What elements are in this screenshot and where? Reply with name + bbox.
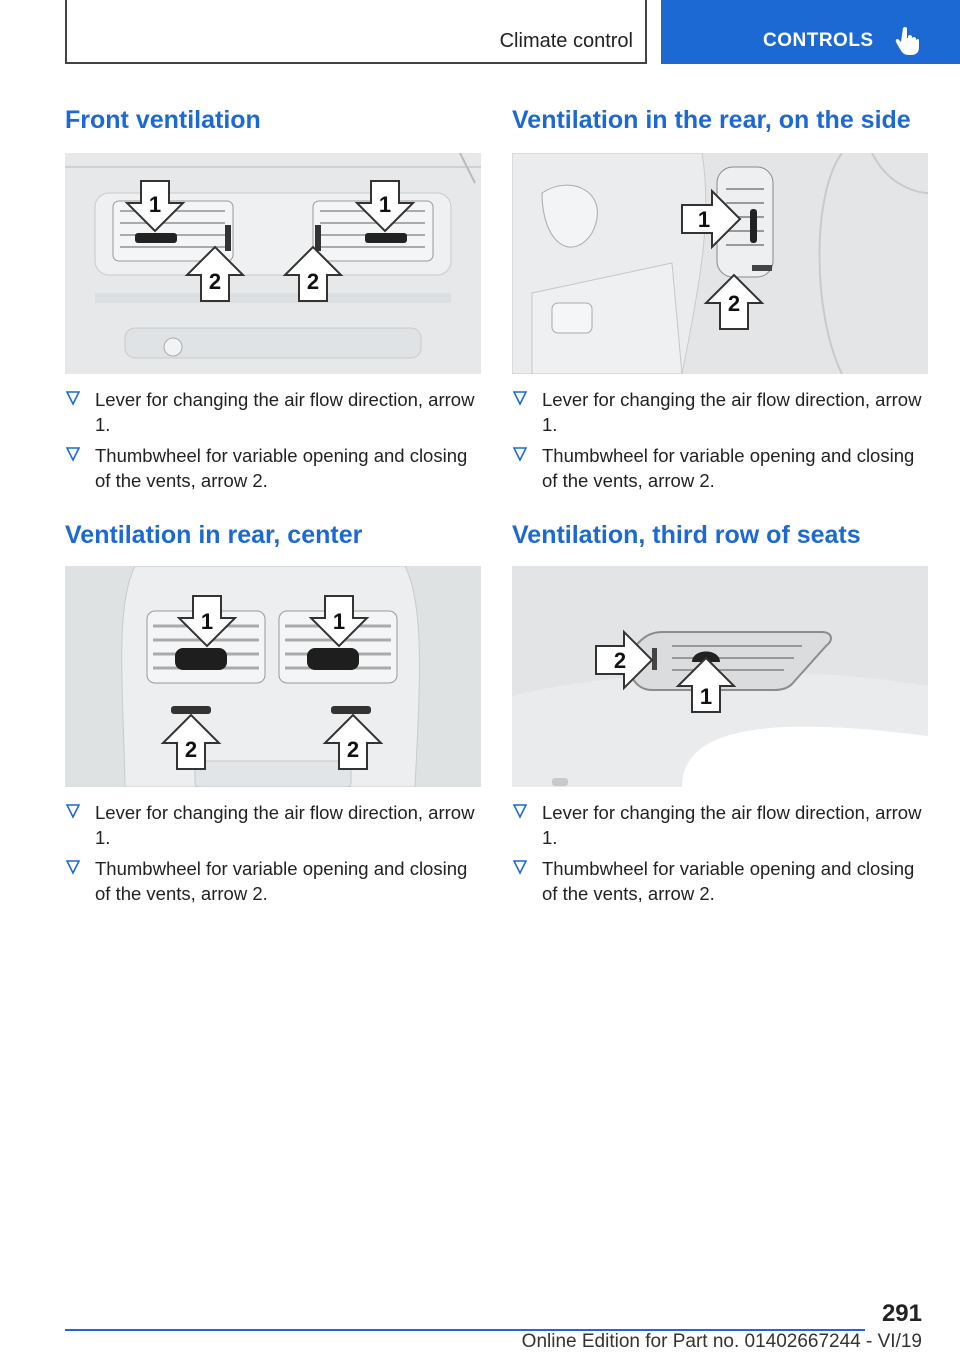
third-row-heading: Ventilation, third row of seats — [512, 521, 861, 549]
triangle-bullet-icon — [66, 446, 80, 462]
rear-side-illustration — [512, 153, 928, 374]
front-ventilation-list — [65, 387, 481, 493]
triangle-bullet-icon — [66, 859, 80, 875]
rear-center-callout-1b: 1 — [332, 609, 346, 634]
rear-side-callout-2: 2 — [727, 291, 741, 316]
rear-side-heading: Ventilation in the rear, on the side — [512, 106, 911, 134]
triangle-bullet-icon — [513, 390, 527, 406]
front-callout-2a: 2 — [208, 269, 222, 294]
triangle-bullet-icon — [513, 859, 527, 875]
edition-footer: Online Edition for Part no. 01402667244 - VI/19 — [521, 1331, 922, 1352]
rear-center-callout-1a: 1 — [200, 609, 214, 634]
third-row-list — [512, 800, 928, 906]
front-ventilation-figure — [65, 153, 481, 374]
third-row-callout-1: 1 — [699, 684, 713, 709]
hand-pointer-icon — [894, 26, 920, 56]
header-section-box — [65, 0, 647, 64]
chapter-label: CONTROLS — [763, 30, 874, 51]
list-item: Lever for changing the air flow direction, arrow 1. — [512, 387, 928, 437]
list-item: Thumbwheel for variable opening and closing of the vents, arrow 2. — [512, 856, 928, 906]
rear-side-callout-1: 1 — [697, 207, 711, 232]
rear-center-heading: Ventilation in rear, center — [65, 521, 363, 549]
list-item: Thumbwheel for variable opening and closing of the vents, arrow 2. — [512, 443, 928, 493]
triangle-bullet-icon — [66, 803, 80, 819]
section-title: Climate control — [499, 30, 633, 52]
rear-center-callout-2b: 2 — [346, 737, 360, 762]
list-item: Lever for changing the air flow direction, arrow 1. — [512, 800, 928, 850]
right-column — [512, 100, 928, 912]
front-ventilation-illustration — [65, 153, 481, 374]
left-column — [65, 100, 481, 912]
third-row-figure — [512, 566, 928, 787]
chapter-tab[interactable] — [661, 0, 960, 64]
triangle-bullet-icon — [66, 390, 80, 406]
front-ventilation-heading: Front ventilation — [65, 106, 261, 134]
rear-center-callout-2a: 2 — [184, 737, 198, 762]
list-item: Thumbwheel for variable opening and closing of the vents, arrow 2. — [65, 443, 481, 493]
triangle-bullet-icon — [513, 803, 527, 819]
list-item: Thumbwheel for variable opening and closing of the vents, arrow 2. — [65, 856, 481, 906]
front-callout-1a: 1 — [148, 192, 162, 217]
list-item: Lever for changing the air flow direction, arrow 1. — [65, 800, 481, 850]
rear-center-illustration — [65, 566, 481, 787]
third-row-callout-2: 2 — [613, 648, 627, 673]
rear-center-list — [65, 800, 481, 906]
rear-center-figure — [65, 566, 481, 787]
front-callout-1b: 1 — [378, 192, 392, 217]
triangle-bullet-icon — [513, 446, 527, 462]
rear-side-figure — [512, 153, 928, 374]
page-number: 291 — [881, 1300, 922, 1327]
front-callout-2b: 2 — [306, 269, 320, 294]
third-row-illustration — [512, 566, 928, 787]
list-item: Lever for changing the air flow direction, arrow 1. — [65, 387, 481, 437]
rear-side-list — [512, 387, 928, 493]
